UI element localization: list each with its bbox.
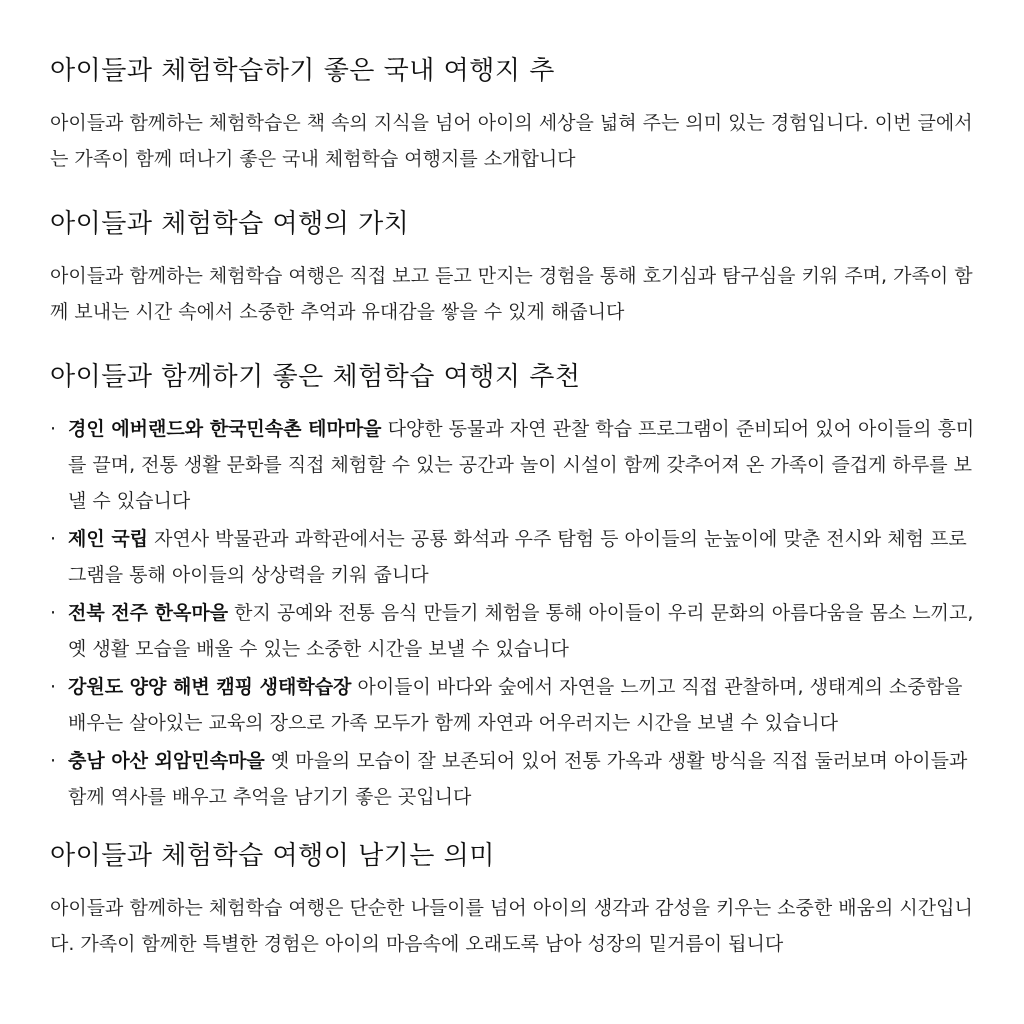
list-item — [50, 411, 978, 519]
destination-name: 강원도 양양 해변 캠핑 생태학습장 — [68, 676, 352, 698]
value-paragraph: 아이들과 함께하는 체험학습 여행은 직접 보고 듣고 만지는 경험을 통해 호기심과 탐구심을 키워 주며, 가족이 함께 보내는 시간 속에서 소중한 추억과 유대감을 쌓을 수 있게 해줍니다 — [50, 265, 973, 323]
bullet-glyph: · — [50, 750, 57, 772]
destination-description: 자연사 박물관과 과학관에서는 공룡 화석과 우주 탐험 등 아이들의 눈높이에 맞춘 전시와 체험 프로그램을 통해 아이들의 상상력을 키워 줍니다 — [68, 528, 967, 586]
meaning-paragraph: 아이들과 함께하는 체험학습 여행은 단순한 나들이를 넘어 아이의 생각과 감성을 키우는 소중한 배움의 시간입니다. 가족이 함께한 특별한 경험은 아이의 마음속에 오래도록 남아 성장의 밑거름이 됩니다 — [50, 897, 973, 955]
destination-name: 제인 국립 — [68, 528, 149, 550]
destination-name: 전북 전주 한옥마을 — [68, 602, 229, 624]
bullet-glyph: · — [50, 418, 57, 440]
destination-name: 경인 에버랜드와 한국민속촌 테마마을 — [68, 418, 382, 440]
bullet-glyph: · — [50, 602, 57, 624]
section-title-value: 아이들과 체험학습 여행의 가치 — [50, 209, 410, 239]
destination-name: 충남 아산 외암민속마을 — [68, 750, 265, 772]
section-title-intro: 아이들과 체험학습하기 좋은 국내 여행지 추 — [50, 56, 555, 86]
destination-description: 한지 공예와 전통 음식 만들기 체험을 통해 아이들이 우리 문화의 아름다움을 몸소 느끼고, 옛 생활 모습을 배울 수 있는 소중한 시간을 보낼 수 있습니다 — [68, 602, 974, 660]
list-item — [50, 669, 978, 741]
list-item — [50, 743, 978, 815]
section-title-meaning: 아이들과 체험학습 여행이 남기는 의미 — [50, 841, 495, 871]
bullet-glyph: · — [50, 676, 57, 698]
destination-description: 아이들이 바다와 숲에서 자연을 느끼고 직접 관찰하며, 생태계의 소중함을 배우는 살아있는 교육의 장으로 가족 모두가 함께 자연과 어우러지는 시간을 보낼 수 있습니다 — [68, 676, 963, 734]
list-item — [50, 595, 978, 667]
recommendation-list — [50, 411, 978, 815]
destination-description: 옛 마을의 모습이 잘 보존되어 있어 전통 가옥과 생활 방식을 직접 둘러보며 아이들과 함께 역사를 배우고 추억을 남기기 좋은 곳입니다 — [68, 750, 968, 808]
destination-description: 다양한 동물과 자연 관찰 학습 프로그램이 준비되어 있어 아이들의 흥미를 끌며, 전통 생활 문화를 직접 체험할 수 있는 공간과 놀이 시설이 함께 갖추어져 온 가족이 즐겁게 하루를 보낼 수 있습니다 — [68, 418, 975, 512]
section-title-recommendations: 아이들과 함께하기 좋은 체험학습 여행지 추천 — [50, 362, 581, 392]
intro-paragraph: 아이들과 함께하는 체험학습은 책 속의 지식을 넘어 아이의 세상을 넓혀 주는 의미 있는 경험입니다. 이번 글에서는 가족이 함께 떠나기 좋은 국내 체험학습 여행지를 소개합니다 — [50, 112, 973, 170]
list-item — [50, 521, 978, 593]
bullet-glyph: · — [50, 528, 57, 550]
